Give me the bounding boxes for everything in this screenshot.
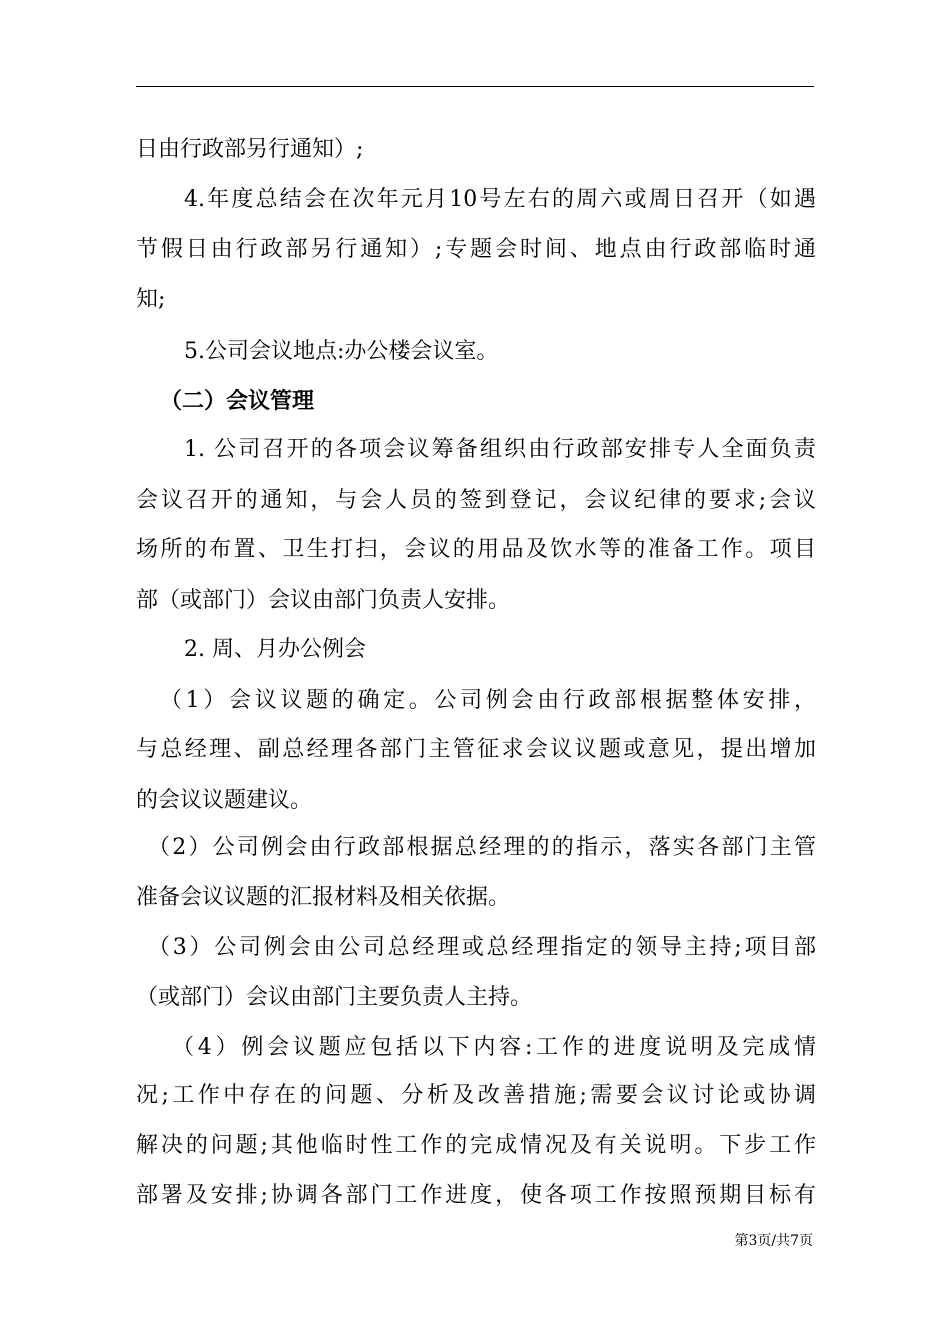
text-line: 部署及安排;协调各部门工作进度，使各项工作按照预期目标有 [136, 1183, 816, 1208]
text-line: 知; [136, 287, 166, 312]
text-line: 1. 公司召开的各项会议筹备组织由行政部安排专人全面负责 [184, 437, 816, 462]
text-line: 况;工作中存在的问题、分析及改善措施;需要会议讨论或协调 [136, 1083, 816, 1108]
text-line: 准备会议议题的汇报材料及相关依据。 [136, 885, 511, 910]
text-line: 会议召开的通知，与会人员的签到登记，会议纪律的要求;会议 [136, 488, 816, 513]
text-line: 节假日由行政部另行通知）;专题会时间、地点由行政部临时通 [136, 237, 816, 262]
text-line: （或部门）会议由部门主要负责人主持。 [136, 985, 533, 1010]
header-rule [136, 86, 814, 87]
text-line: （3）公司例会由公司总经理或总经理指定的领导主持;项目部 [148, 935, 816, 960]
text-line: 5.公司会议地点:办公楼会议室。 [184, 339, 499, 364]
text-line: 与总经理、副总经理各部门主管征求会议议题或意见，提出增加 [136, 737, 816, 762]
text-line: 2. 周、月办公例会 [184, 637, 366, 662]
text-line: 4.年度总结会在次年元月10号左右的周六或周日召开（如遇 [184, 187, 816, 212]
text-line: （1）会议议题的确定。公司例会由行政部根据整体安排， [160, 688, 816, 713]
section-heading: （二）会议管理 [160, 388, 315, 414]
text-line: 部（或部门）会议由部门负责人安排。 [136, 588, 511, 613]
text-line: 日由行政部另行通知）; [136, 137, 364, 162]
text-line: 的会议议题建议。 [136, 788, 313, 813]
text-line: 解决的问题;其他临时性工作的完成情况及有关说明。下步工作 [136, 1133, 816, 1158]
text-line: 场所的布置、卫生打扫，会议的用品及饮水等的准备工作。项目 [136, 537, 816, 562]
text-line: （2）公司例会由行政部根据总经理的的指示，落实各部门主管 [148, 835, 816, 860]
page-number: 第3页/共7页 [734, 1233, 813, 1249]
text-line: （4）例会议题应包括以下内容:工作的进度说明及完成情 [172, 1035, 816, 1060]
